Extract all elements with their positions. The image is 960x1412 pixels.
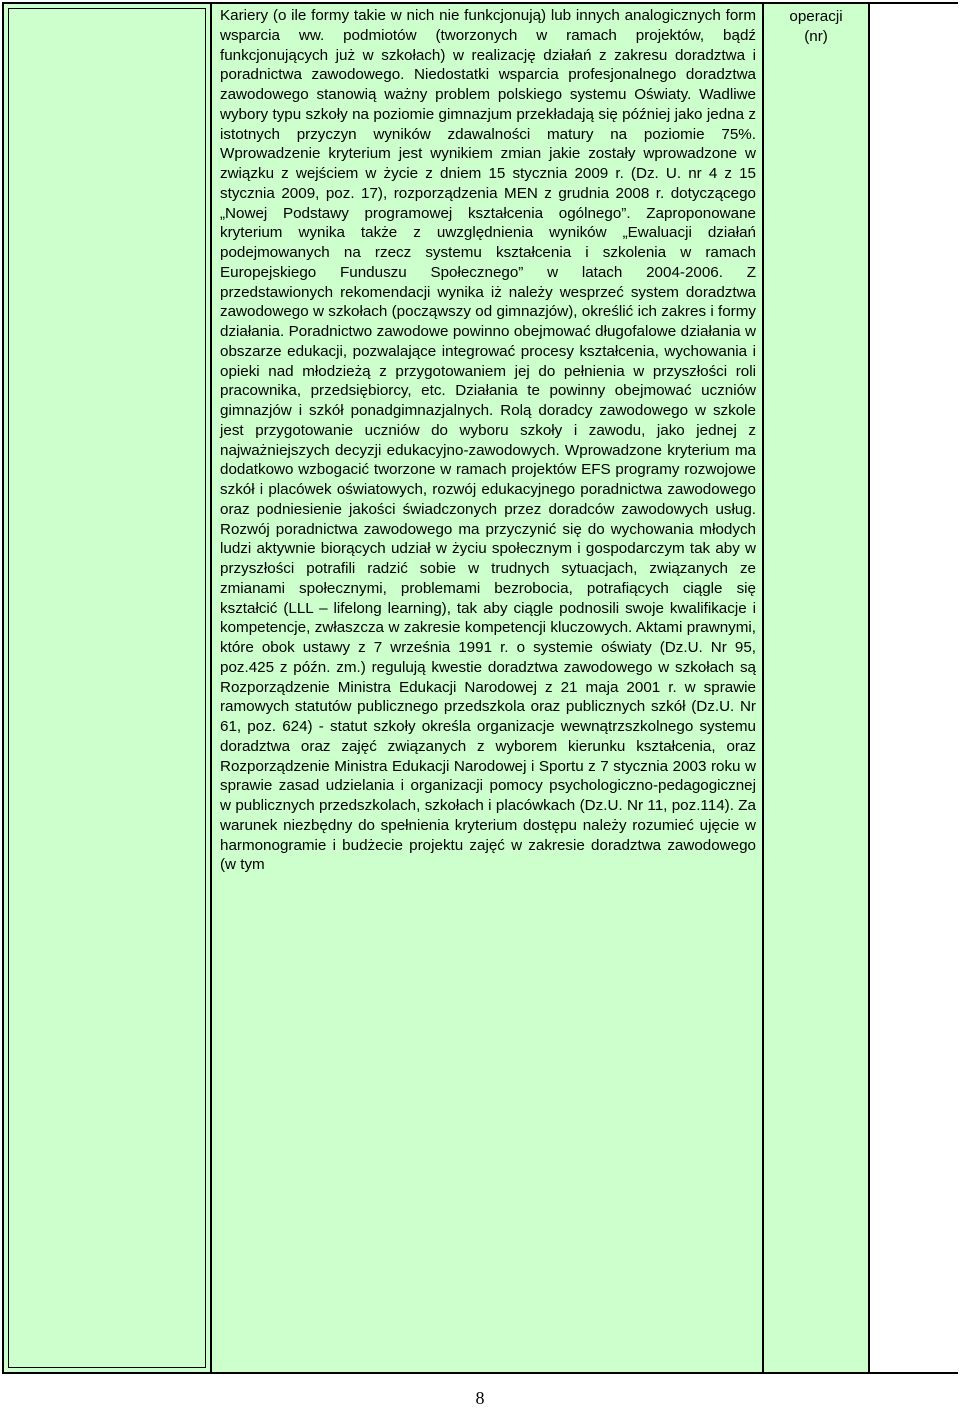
criteria-table — [2, 2, 958, 1374]
page-number: 8 — [475, 1388, 485, 1408]
table-cell-description — [212, 4, 762, 1372]
description-paragraph: Kariery (o ile formy takie w nich nie funkcjonują) lub innych analogicznych form wsparcia ww. podmiotów (tworzonych w ramach projektów, bądź funkcjonujących już w szkołach) w realizację działań z zakresu doradztwa i poradnictwa zawodowego. Niedostatki wsparcia profesjonalnego doradztwa zawodowego stanowią ważny problem polskiego systemu Oświaty. Wadliwe wybory typu szkoły na poziomie gimnazjum przekładają się później jako jedna z istotnych przyczyn wyników zdawalności matury na poziomie 75%. Wprowadzenie kryterium jest wynikiem zmian jakie zostały wprowadzone w związku z wejściem w życie z dniem 15 stycznia 2009 r. (Dz. U. nr 4 z 15 stycznia 2009, poz. 17), rozporządzenia MEN z grudnia 2008 r. dotyczącego „Nowej Podstawy programowej kształcenia ogólnego”. Zaproponowane kryterium wynika także z uwzględnienia wyników „Ewaluacji działań podejmowanych na rzecz systemu kształcenia i szkolenia w ramach Europejskiego Funduszu Społecznego” w latach 2004-2006. Z przedstawionych rekomendacji wynika iż należy wesprzeć system doradztwa zawodowego w szkołach (począwszy od gimnazjów), określić ich zakres i formy działania. Poradnictwo zawodowe powinno obejmować długofalowe działania w obszarze edukacji, pozwalające integrować procesy kształcenia, wychowania i opieki nad młodzieżą z przygotowaniem jej do pełnienia w przyszłości roli pracownika, przedsiębiorcy, etc. Działania te powinny obejmować uczniów gimnazjów i szkół ponadgimnazjalnych. Rolą doradcy zawodowego w szkole jest przygotowanie uczniów do wyboru szkoły i zawodu, jako jednej z najważniejszych decyzji edukacyjno-zawodowych. Wprowadzone kryterium ma dodatkowo wzbogacić tworzone w ramach projektów EFS programy rozwojowe szkół i placówek oświatowych, rozwój edukacyjnego poradnictwa zawodowego oraz podniesienie jakości świadczonych przez doradców zawodowych usług. Rozwój poradnictwa zawodowego ma przyczynić się do wychowania młodych ludzi aktywnie biorących udział w życiu społecznym i gospodarczym tak aby w przyszłości potrafili radzić sobie w trudnych sytuacjach, związanych ze zmianami społecznymi, problemami bezrobocia, potrafiących ciągle się kształcić (LLL – lifelong learning), tak aby ciągle podnosili swoje kwalifikacje i kompetencje, zwłaszcza w zakresie kompetencji kluczowych. Aktami prawnymi, które obok ustawy z 7 września 1991 r. o systemie oświaty (Dz.U. Nr 95, poz.425 z późn. zm.) regulują kwestie doradztwa zawodowego w szkołach są Rozporządzenie Ministra Edukacji Narodowej z 21 maja 2001 r. w sprawie ramowych statutów publicznego przedszkola oraz publicznych szkół (Dz.U. Nr 61, poz. 624) - statut szkoły określa organizacje wewnątrzszkolnego systemu doradztwa oraz zajęć związanych z wyborem kierunku kształcenia, oraz Rozporządzenie Ministra Edukacji Narodowej i Sportu z 7 stycznia 2003 roku w sprawie zasad udzielania i organizacji pomocy psychologiczno-pedagogicznej w publicznych przedszkolach, szkołach i placówkach (Dz.U. Nr 11, poz.114). Za warunek niezbędny do spełnienia kryterium dostępu należy rozumieć ujęcie w harmonogramie i budżecie projektu zajęć w zakresie doradztwa zawodowego (w tym — [220, 7, 756, 874]
operation-number-label: (nr) — [804, 27, 828, 45]
table-cell-inner-frame — [8, 8, 206, 1368]
table-cell-empty-left — [4, 4, 210, 1372]
table-cell-empty-right — [870, 4, 960, 1372]
table-cell-operation — [764, 4, 868, 1372]
operation-label: operacji — [789, 8, 843, 25]
